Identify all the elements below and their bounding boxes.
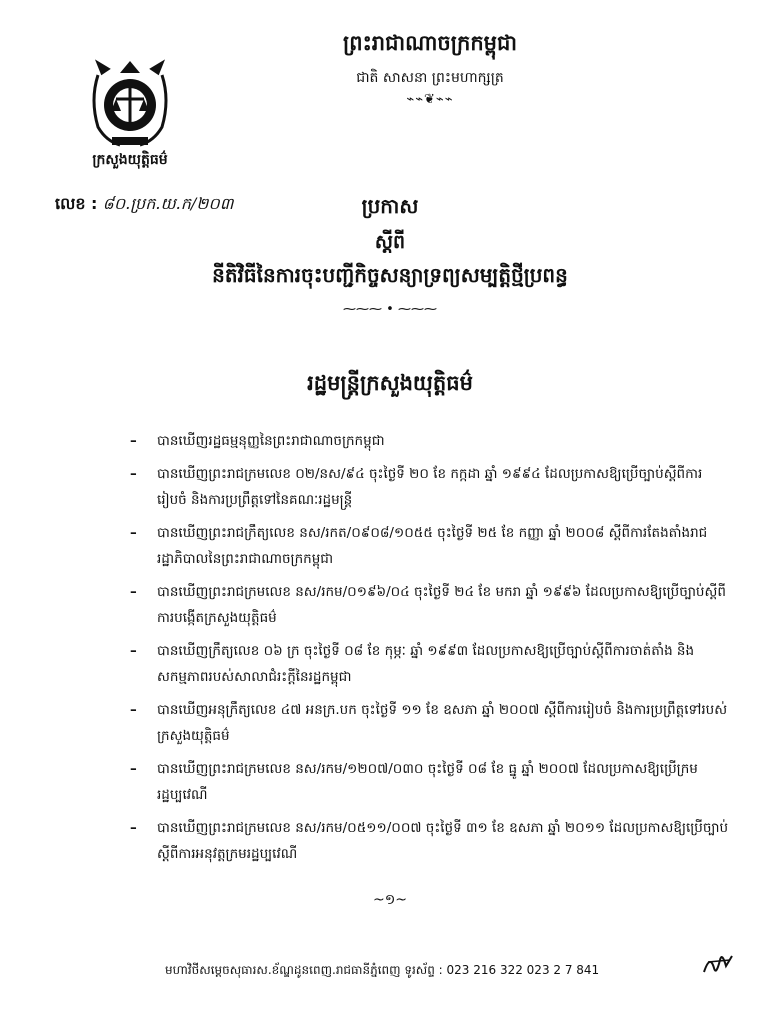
reference-value: ៨០.ប្រក.យ.ក/២០៣ xyxy=(102,194,234,213)
reference-text: បានឃើញក្រឹត្យលេខ ០៦ ក្រ ចុះថ្ងៃទី ០៨ ខែ កុម្ភៈ ឆ្នាំ ១៩៩៣ ដែលប្រកាសឱ្យប្រើច្បាប់ស្ដីពីការចាត់តាំង និងសកម្មភាពរបស់សាលាជំរះក្ដីនៃរដ្ឋកម្ពុជា xyxy=(157,643,695,685)
reference-text: បានឃើញព្រះរាជក្រមលេខ នស/រកម/១២០៧/០៣០ ចុះថ្ងៃទី ០៨ ខែ ធ្នូ ឆ្នាំ ២០០៧ ដែលប្រកាសឱ្យប្រើក្រមរដ្ឋប្បវេណី xyxy=(157,761,698,803)
list-item xyxy=(130,461,730,513)
national-motto: ជាតិ សាសនា ព្រះមហាក្សត្រ xyxy=(356,70,504,86)
kingdom-heading: ព្រះរាជាណាចក្រកម្ពុជា xyxy=(342,31,517,55)
page-number: ~១~ xyxy=(372,892,408,908)
reference-label: លេខ : xyxy=(55,194,98,213)
bullet-dash: – xyxy=(130,820,137,836)
bullet-dash: – xyxy=(130,643,137,659)
reference-text: បានឃើញព្រះរាជក្រមលេខ នស/រកម/០៥១១/០០៧ ចុះថ្ងៃទី ៣១ ខែ ឧសភា ឆ្នាំ ២០១១ ដែលប្រកាសឱ្យប្រើច្បាប់ស្ដីពីការអនុវត្តក្រមរដ្ឋប្បវេណី xyxy=(157,820,729,862)
list-item xyxy=(130,579,730,631)
bullet-dash: – xyxy=(130,761,137,777)
reference-text: បានឃើញព្រះរាជក្រឹត្យលេខ នស/រកត/០៩០៨/១០៥៥ ចុះថ្ងៃទី ២៥ ខែ កញ្ញា ឆ្នាំ ២០០៨ ស្ដីពីការតែងតាំងរាជរដ្ឋាភិបាលនៃព្រះរាជាណាចក្រកម្ពុជា xyxy=(157,525,708,567)
document-title: នីតិវិធីនៃការចុះបញ្ជីកិច្ចសន្យាទ្រព្យសម្បត្តិថ្មីប្រពន្ធ xyxy=(212,263,568,287)
ministry-emblem-icon xyxy=(80,55,180,155)
regarding-label: ស្ដីពី xyxy=(374,231,406,253)
bullet-dash: – xyxy=(130,525,137,541)
reference-text: បានឃើញរដ្ឋធម្មនុញ្ញនៃព្រះរាជាណាចក្រកម្ពុជា xyxy=(157,433,385,449)
reference-text: បានឃើញអនុក្រឹត្យលេខ ៤៧ អនក្រ.បក ចុះថ្ងៃទី ១១ ខែ ឧសភា ឆ្នាំ ២០០៧ ស្ដីពីការរៀបចំ និងការប្រព្រឹត្តទៅរបស់ក្រសួងយុត្តិធម៌ xyxy=(157,702,728,744)
footer-address: មហាវិថីសម្ដេចសុធារស.ខ័ណ្ឌដូនពេញ.រាជធានីភ្នំពេញ ទូរស័ព្ទ : 023 216 322 023 2 7 841 xyxy=(165,963,600,977)
list-item xyxy=(130,428,730,454)
initials-signature-icon xyxy=(700,948,736,980)
bullet-dash: – xyxy=(130,702,137,718)
reference-number xyxy=(55,193,233,217)
list-item xyxy=(130,756,730,808)
document-type: ប្រកាស xyxy=(361,194,419,218)
list-item xyxy=(130,638,730,690)
bullet-dash: – xyxy=(130,584,137,600)
reference-text: បានឃើញព្រះរាជក្រមលេខ ០២/នស/៩៤ ចុះថ្ងៃទី ២០ ខែ កក្កដា ឆ្នាំ ១៩៩៤ ដែលប្រកាសឱ្យប្រើច្បាប់ស្ដីពីការរៀបចំ និងការប្រព្រឹត្តទៅនៃគណៈរដ្ឋមន្ត្រី xyxy=(157,466,703,508)
list-item xyxy=(130,697,730,749)
reference-text: បានឃើញព្រះរាជក្រមលេខ នស/រកម/០១៩៦/០៤ ចុះថ្ងៃទី ២៤ ខែ មករា ឆ្នាំ ១៩៩៦ ដែលប្រកាសឱ្យប្រើច្បាប់ស្ដីពីការបង្កើតក្រសួងយុត្តិធម៌ xyxy=(157,584,726,626)
list-item xyxy=(130,815,730,867)
title-divider: ⁓⁓⁓ • ⁓⁓⁓ xyxy=(343,302,437,317)
ministry-name: ក្រសួងយុត្តិធម៌ xyxy=(92,152,168,168)
header-ornament: ⌁⌁❦⌁⌁ xyxy=(406,92,454,107)
reference-list xyxy=(130,428,730,874)
bullet-dash: – xyxy=(130,466,137,482)
list-item xyxy=(130,520,730,572)
issuer-heading: រដ្ឋមន្ត្រីក្រសួងយុត្តិធម៌ xyxy=(307,371,473,395)
bullet-dash: – xyxy=(130,433,137,449)
